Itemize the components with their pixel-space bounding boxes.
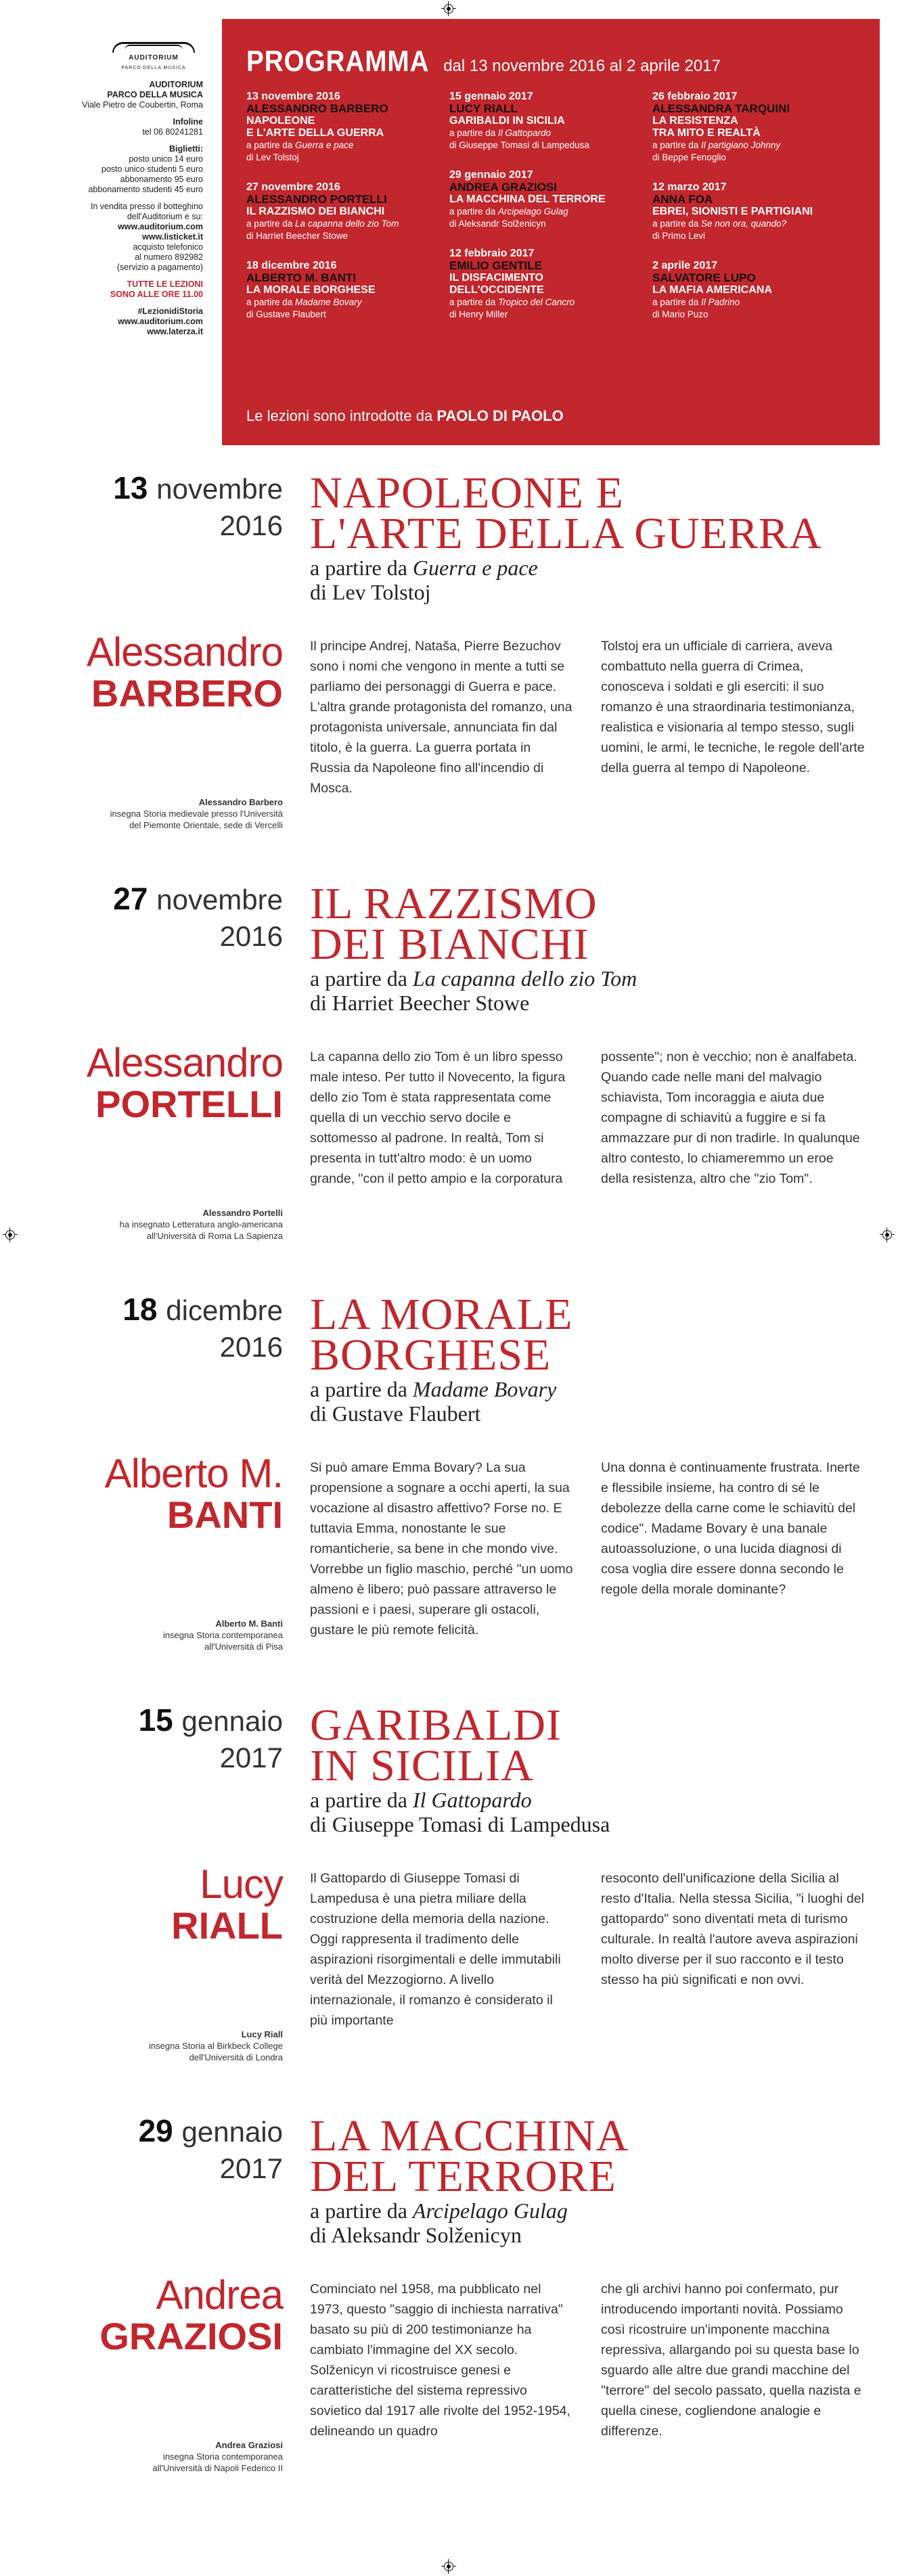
speaker-name: Andrea GRAZIOSI xyxy=(99,2272,283,2357)
event-source: a partire da La capanna dello zio Tom xyxy=(246,219,399,229)
ticket-price: posto unico studenti 5 euro xyxy=(101,164,203,174)
event-source: a partire da Il Padrino xyxy=(652,297,740,307)
book-title: La capanna dello zio Tom xyxy=(412,966,637,991)
book-title: Il partigiano Johnny xyxy=(701,140,781,150)
speaker-bio: Lucy Riall insegna Storia al Birkbeck College dell'Università di Londra xyxy=(149,2029,283,2062)
event-date: 12 marzo 2017 xyxy=(652,181,727,193)
event-title: IL RAZZISMO DEI BIANCHI xyxy=(246,206,385,217)
event-speaker: LUCY RIALL xyxy=(449,102,518,115)
ticket-price: posto unico 14 euro xyxy=(129,154,203,164)
event-title: LA MORALE BORGHESE xyxy=(246,284,376,296)
book-title: Tropico del Cancro xyxy=(498,297,575,307)
description-column: possente"; non è vecchio; non è analfabeta. Quando cade nelle mani del malvagio schiavista, Tom incoraggia e aiuta due compagne di schiavitù a fuggire e si fa ammazzare pur di non tradirle. In qualunque altro contesto, lo chiameremmo un eroe della resistenza, altro che "zio Tom". xyxy=(601,1049,860,1186)
book-title: Arcipelago Gulag xyxy=(498,206,568,217)
website-link[interactable]: www.auditorium.com xyxy=(118,317,203,326)
event-speaker: EMILIO GENTILE xyxy=(449,259,542,272)
event-author: di Giuseppe Tomasi di Lampedusa xyxy=(449,140,589,150)
lesson-date: 27 novembre 2016 xyxy=(113,881,283,952)
speaker-bio: Alessandro Portelli ha insegnato Letteratura anglo-americana all'Università di Roma La Sapienza xyxy=(119,1208,283,1241)
tickets-label: Biglietti: xyxy=(169,144,203,154)
venue-address: Viale Pietro de Coubertin, Roma xyxy=(81,100,203,110)
hashtag: #LezionidiStoria xyxy=(137,307,203,316)
event-date: 18 dicembre 2016 xyxy=(246,260,337,271)
lesson-date: 15 gennaio 2017 xyxy=(138,1702,283,1773)
event-title: EBREI, SIONISTI E PARTIGIANI xyxy=(652,206,813,217)
event-date: 27 novembre 2016 xyxy=(246,181,340,193)
lesson-description xyxy=(310,2279,865,2441)
programme-event xyxy=(652,91,849,164)
lesson-title: NAPOLEONE E L'ARTE DELLA GUERRA xyxy=(310,468,822,558)
book-title: La capanna dello zio Tom xyxy=(295,219,399,229)
lesson-title: LA MACCHINA DEL TERRORE xyxy=(310,2111,629,2201)
book-title: Il Gattopardo xyxy=(412,1788,532,1812)
programme-event xyxy=(449,248,646,321)
description-column: La capanna dello zio Tom è un libro spesso male inteso. Per tutto il Novecento, la figura dello zio Tom è stata rappresentata come quella di un vecchio servo docile e sottomesso al padrone. In realtà, Tom si presenta in tutt'altro modo: è un uomo grande, "con il petto ampio e la corporatura xyxy=(310,1049,566,1186)
event-source: a partire da Madame Bovary xyxy=(246,297,362,307)
event-title: IL DISFACIMENTO xyxy=(449,272,543,284)
event-speaker: ANDREA GRAZIOSI xyxy=(449,181,557,194)
speaker-name: Alessandro BARBERO xyxy=(86,629,283,715)
book-title: Se non ora, quando? xyxy=(701,219,787,229)
lesson-source: a partire da La capanna dello zio Tom di Harriet Beecher Stowe xyxy=(310,966,637,1015)
programme-title: PROGRAMMA xyxy=(246,45,430,78)
registration-mark-left xyxy=(3,1227,18,1242)
lesson-source: a partire da Il Gattopardo di Giuseppe Tomasi di Lampedusa xyxy=(310,1788,610,1836)
event-date: 26 febbraio 2017 xyxy=(652,91,738,102)
infoline-phone: tel 06 80241281 xyxy=(142,127,203,137)
event-speaker: ALESSANDRA TARQUINI xyxy=(652,102,790,115)
event-title: TRA MITO E REALTÀ xyxy=(652,127,761,139)
lesson-title: LA MORALE BORGHESE xyxy=(310,1290,573,1380)
book-title: Arcipelago Gulag xyxy=(412,2198,568,2223)
ticket-price: abbonamento studenti 45 euro xyxy=(88,185,203,194)
lesson-date: 18 dicembre 2016 xyxy=(122,1292,283,1363)
programme-dates: dal 13 novembre 2016 al 2 aprile 2017 xyxy=(443,57,721,75)
speaker-name: Alessandro PORTELLI xyxy=(86,1040,283,1125)
venue-name-2: PARCO DELLA MUSICA xyxy=(107,90,203,99)
description-column: Si può amare Emma Bovary? La sua propensione a sognare a occhi aperti, la sua vocazione al disastro affettivo? Forse no. E tuttavia Emma, nonostante le sue romanticherie, sa bene in che mondo vive. Vorrebbe un figlio maschio, perché "un uomo almeno è libero; può passare attraverso le passioni e i paesi, superare gli ostacoli, gustare le più remote felicità. xyxy=(310,1460,573,1637)
sale-info: dell'Auditorium e su: xyxy=(127,212,203,221)
event-date: 29 gennaio 2017 xyxy=(449,169,533,181)
speaker-name: Lucy RIALL xyxy=(171,1861,283,1947)
event-source: a partire da Il Gattopardo xyxy=(449,128,552,138)
lesson-date: 13 novembre 2016 xyxy=(113,470,283,541)
event-date: 15 gennaio 2017 xyxy=(449,91,533,102)
programme-column xyxy=(652,91,855,338)
lesson-date: 29 gennaio 2017 xyxy=(138,2113,283,2184)
event-speaker: SALVATORE LUPO xyxy=(652,271,756,284)
website-link[interactable]: www.listicket.it xyxy=(142,232,203,242)
event-title: NAPOLEONE xyxy=(246,115,315,127)
event-author: di Harriet Beecher Stowe xyxy=(246,231,349,241)
description-column: Cominciato nel 1958, ma pubblicato nel 1973, questo "saggio di inchiesta narrativa" basato su più di 200 testimonianze ha cambiato l'immagine del XX secolo. Solženicyn vi ricostruisce genesi e caratteristiche del sistema repressivo sovietico dal 1917 alle rivolte del 1952-1954, delineando un quadro xyxy=(310,2282,570,2439)
website-link[interactable]: www.auditorium.com xyxy=(118,222,203,231)
event-title: GARIBALDI IN SICILIA xyxy=(449,115,565,127)
programme-event xyxy=(246,260,443,321)
ticket-price: abbonamento 95 euro xyxy=(120,175,203,184)
programme-column xyxy=(246,91,449,338)
event-author: di Primo Levi xyxy=(652,231,706,241)
phone-sale: acquisto telefonico xyxy=(133,242,203,252)
programme-event xyxy=(652,260,849,321)
event-author: di Mario Puzo xyxy=(652,309,709,319)
event-date: 13 novembre 2016 xyxy=(246,91,340,102)
description-column: Una donna è continuamente frustrata. Inerte e flessibile insieme, ha contro di sé le debolezze della carne come le schiavitù del codice". Madame Bovary è una banale autoassoluzione, o una lucida diagnosi di cosa voglia dire essere donna secondo le regole della morale dominante? xyxy=(601,1460,860,1597)
programme-footer: Le lezioni sono introdotte da PAOLO DI PAOLO xyxy=(246,407,564,424)
phone-sale: al numero 892982 xyxy=(135,252,203,262)
programme-event xyxy=(246,181,443,242)
event-speaker: ALBERTO M. BANTI xyxy=(246,271,357,284)
event-source: a partire da Il partigiano Johnny xyxy=(652,140,781,150)
event-title: E L'ARTE DELLA GUERRA xyxy=(246,127,384,139)
sale-info: In vendita presso il botteghino xyxy=(90,202,203,211)
speaker-bio: Alessandro Barbero insegna Storia medievale presso l'Università del Piemonte Orientale, sede di Vercelli xyxy=(110,797,283,830)
book-title: Il Gattopardo xyxy=(498,128,552,138)
programme-column xyxy=(449,91,652,338)
book-title: Il Padrino xyxy=(701,297,740,307)
event-author: di Lev Tolstoj xyxy=(246,152,299,162)
event-source: a partire da Se non ora, quando? xyxy=(652,219,787,229)
description-column: Il Gattopardo di Giuseppe Tomasi di Lampedusa è una pietra miliare della costruzione della memoria della nazione. Oggi rappresenta il tradimento delle aspirazioni risorgimentali e delle immutabili verità del Mezzogiorno. A livello internazionale, il romanzo è considerato il più importante xyxy=(310,1871,561,2028)
event-author: di Henry Miller xyxy=(449,309,508,319)
event-title: LA MAFIA AMERICANA xyxy=(652,284,772,296)
programme-event xyxy=(449,91,646,152)
venue-name: AUDITORIUM xyxy=(149,80,203,89)
lesson-description xyxy=(310,1458,865,1640)
programme-event xyxy=(449,169,646,230)
event-source: a partire da Arcipelago Gulag xyxy=(449,206,568,217)
lesson-source: a partire da Arcipelago Gulag di Aleksandr Solženicyn xyxy=(310,2198,568,2247)
programme-box xyxy=(222,19,880,445)
registration-mark-bottom xyxy=(441,2559,456,2574)
speaker-bio: Andrea Graziosi insegna Storia contemporanea all'Università di Napoli Federico II xyxy=(152,2440,283,2473)
event-source: a partire da Tropico del Cancro xyxy=(449,297,575,307)
info-sidebar xyxy=(54,42,203,337)
lesson-description xyxy=(310,1047,865,1189)
event-date: 2 aprile 2017 xyxy=(652,260,718,271)
registration-mark-top xyxy=(441,1,456,16)
infoline-label: Infoline xyxy=(173,117,203,127)
programme-columns xyxy=(246,91,855,338)
lesson-source: a partire da Madame Bovary di Gustave Flaubert xyxy=(310,1377,557,1426)
lesson-title: IL RAZZISMO DEI BIANCHI xyxy=(310,879,598,969)
speaker-bio: Alberto M. Banti insegna Storia contemporanea all'Università di Pisa xyxy=(162,1619,283,1652)
event-title: LA MACCHINA DEL TERRORE xyxy=(449,194,606,205)
registration-mark-right xyxy=(880,1227,895,1242)
lesson-title: GARIBALDI IN SICILIA xyxy=(310,1700,562,1790)
lesson-source: a partire da Guerra e pace di Lev Tolstoj xyxy=(310,556,538,604)
description-column: resoconto dell'unificazione della Sicilia al resto d'Italia. Nella stessa Sicilia, "i luoghi del gattopardo" sono diventati meta di turismo culturale. In realtà l'autore aveva aspirazioni molto diverse per il suo racconto e il testo stesso ha più significati e non ovvi. xyxy=(601,1871,864,1987)
event-author: di Beppe Fenoglio xyxy=(652,152,726,162)
event-speaker: ALESSANDRO PORTELLI xyxy=(246,193,387,206)
book-title: Madame Bovary xyxy=(412,1377,557,1401)
programme-event xyxy=(246,91,443,164)
introducer-name: PAOLO DI PAOLO xyxy=(436,407,564,424)
auditorium-logo: AUDITORIUM PARCO DELLA MUSICA xyxy=(103,42,204,73)
lesson-description xyxy=(310,1868,865,2031)
event-title: DELL'OCCIDENTE xyxy=(449,284,544,296)
event-title: LA RESISTENZA xyxy=(652,115,738,127)
website-link[interactable]: www.laterza.it xyxy=(147,327,203,336)
event-speaker: ALESSANDRO BARBERO xyxy=(246,102,388,115)
book-title: Madame Bovary xyxy=(295,297,362,307)
event-speaker: ANNA FOA xyxy=(652,193,713,206)
time-notice: TUTTE LE LEZIONI xyxy=(127,279,203,289)
book-title: Guerra e pace xyxy=(295,140,354,150)
time-notice: SONO ALLE ORE 11.00 xyxy=(110,290,203,299)
event-author: di Gustave Flaubert xyxy=(246,309,326,319)
description-column: che gli archivi hanno poi confermato, pur introducendo importanti novità. Possiamo così ricostruire un'imponente macchina repressiva, allargando poi su questa base lo sguardo alle altre due grandi macchine del "terrore" del secolo passato, quella nazista e quella cinese, cogliendone analogie e differenze. xyxy=(601,2282,861,2439)
lesson-description xyxy=(310,636,865,798)
description-column: Il principe Andrej, Nataša, Pierre Bezuchov sono i nomi che vengono in mente a tutti se parliamo dei personaggi di Guerra e pace. L'altra grande protagonista del romanzo, una protagonista universale, annunciata fin dal titolo, è la guerra. La guerra portata in Russia da Napoleone fino all'incendio di Mosca. xyxy=(310,639,573,796)
book-title: Guerra e pace xyxy=(412,556,538,580)
event-source: a partire da Guerra e pace xyxy=(246,140,354,150)
programme-event xyxy=(652,181,849,242)
description-column: Tolstoj era un ufficiale di carriera, aveva combattuto nella guerra di Crimea, conosceva i soldati e gli eserciti: il suo romanzo è una straordinaria testimonianza, realistica e visionaria al tempo stesso, sugli uomini, le armi, le tecniche, le regole dell'arte della guerra al tempo di Napoleone. xyxy=(601,639,865,775)
event-date: 12 febbraio 2017 xyxy=(449,248,535,259)
phone-sale: (servizio a pagamento) xyxy=(116,263,203,272)
speaker-name: Alberto M. BANTI xyxy=(104,1451,283,1536)
event-author: di Aleksandr Solženicyn xyxy=(449,219,546,229)
